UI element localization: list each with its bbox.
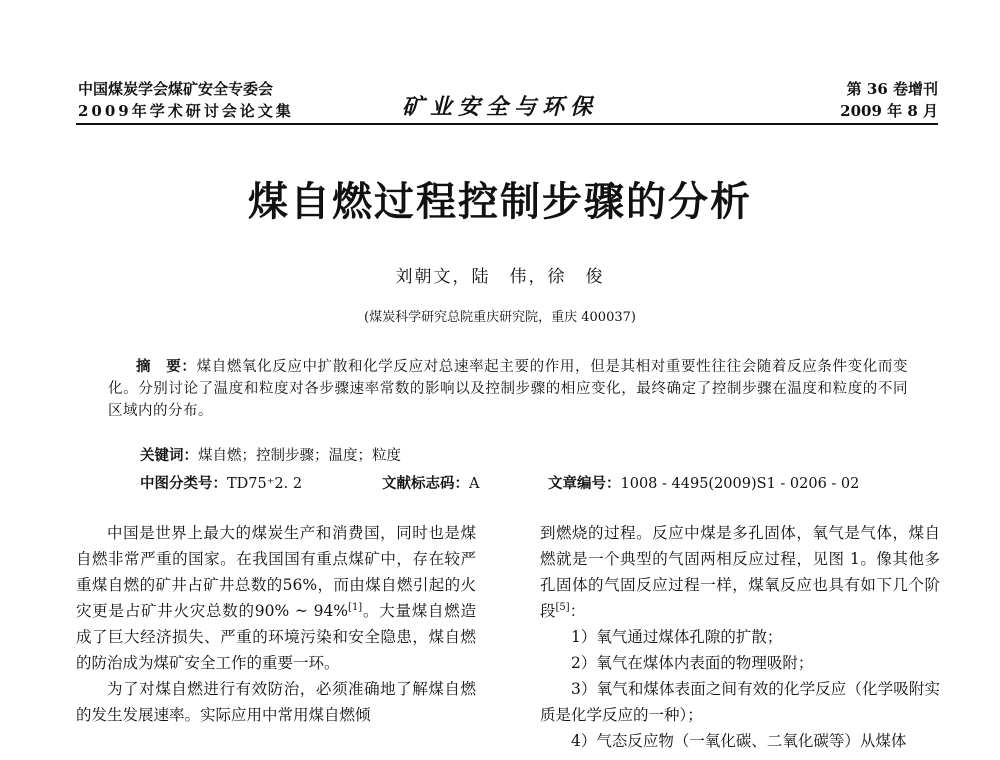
doc-code xyxy=(382,472,479,493)
abstract-text: 煤自燃氧化反应中扩散和化学反应对总速率起主要的作用，但是其相对重要性往往会随着反应条件变化而变化。分别讨论了温度和粒度对各步骤速率常数的影响以及控制步骤的相应变化，最终确定了控制步骤在温度和粒度的不同区域内的分布。 xyxy=(108,359,908,419)
affiliation: (煤炭科学研究总院重庆研究院，重庆 400037) xyxy=(364,310,636,325)
proceedings-name: 2009年学术研讨会论文集 xyxy=(78,102,294,120)
citation: [1] xyxy=(348,601,363,613)
journal-committee: 中国煤炭学会煤矿安全专委会 xyxy=(78,80,274,98)
body-column-right xyxy=(540,520,940,754)
abstract-label: 摘 要： xyxy=(136,359,197,375)
doc-code-label: 文献标志码： xyxy=(382,476,469,492)
paragraph-text: ： xyxy=(569,602,586,620)
clc-number xyxy=(140,472,302,493)
list-item: 2）氧气在煤体内表面的物理吸附； xyxy=(571,654,814,672)
list-item: 3）氧气和煤体表面之间有效的化学反应（化学吸附实质是化学反应的一种）； xyxy=(540,680,940,724)
abstract xyxy=(108,356,908,422)
keywords-label: 关键词： xyxy=(140,448,198,464)
journal-info-right xyxy=(840,78,938,122)
article-number-label: 文章编号： xyxy=(548,476,621,492)
body-paragraph: 为了对煤自燃进行有效防治，必须准确地了解煤自燃的发生发展速率。实际应用中常用煤自燃倾 xyxy=(76,680,476,724)
paragraph-text: 。大量煤自燃造成了巨大经济损失、严重的环境污染和安全隐患，煤自燃的防治成为煤矿安全工作的重要一环。 xyxy=(76,602,476,672)
header-rule xyxy=(76,123,938,125)
body-paragraph xyxy=(540,520,940,624)
body-column-left xyxy=(76,520,476,728)
list-item: 4）气态反应物（一氧化碳、二氧化碳等）从煤体 xyxy=(571,732,907,750)
journal-title: 矿业安全与环保 xyxy=(401,94,598,120)
body-paragraph xyxy=(76,520,476,676)
clc-value: TD75⁺2. 2 xyxy=(227,476,303,492)
list-item: 1）氧气通过煤体孔隙的扩散； xyxy=(571,628,783,646)
keywords-text: 煤自燃；控制步骤；温度；粒度 xyxy=(198,448,401,464)
volume-info: 第 36 卷增刊 xyxy=(846,80,938,98)
keywords xyxy=(140,444,401,465)
paragraph-text: 到燃烧的过程。反应中煤是多孔固体，氧气是气体，煤自燃就是一个典型的气固两相反应过程，见图 1。像其他多孔固体的气固反应过程一样，煤氧反应也具有如下几个阶段 xyxy=(540,524,940,620)
citation: [5] xyxy=(555,601,570,613)
article-number-value: 1008 - 4495(2009)S1 - 0206 - 02 xyxy=(620,476,860,492)
authors: 刘朝文，陆 伟，徐 俊 xyxy=(395,267,605,287)
paragraph-text: 中国是世界上最大的煤炭生产和消费国，同时也是煤自燃非常严重的国家。在我国国有重点煤矿中，存在较严重煤自燃的矿井占矿井总数的56%，而由煤自燃引起的火灾更是占矿井火灾总数的90% ~ 94% xyxy=(76,524,476,620)
issue-date: 2009 年 8 月 xyxy=(840,102,938,120)
article-number xyxy=(548,472,859,493)
paper-title: 煤自燃过程控制步骤的分析 xyxy=(248,179,752,225)
clc-label: 中图分类号： xyxy=(140,476,227,492)
doc-code-value: A xyxy=(469,476,480,492)
